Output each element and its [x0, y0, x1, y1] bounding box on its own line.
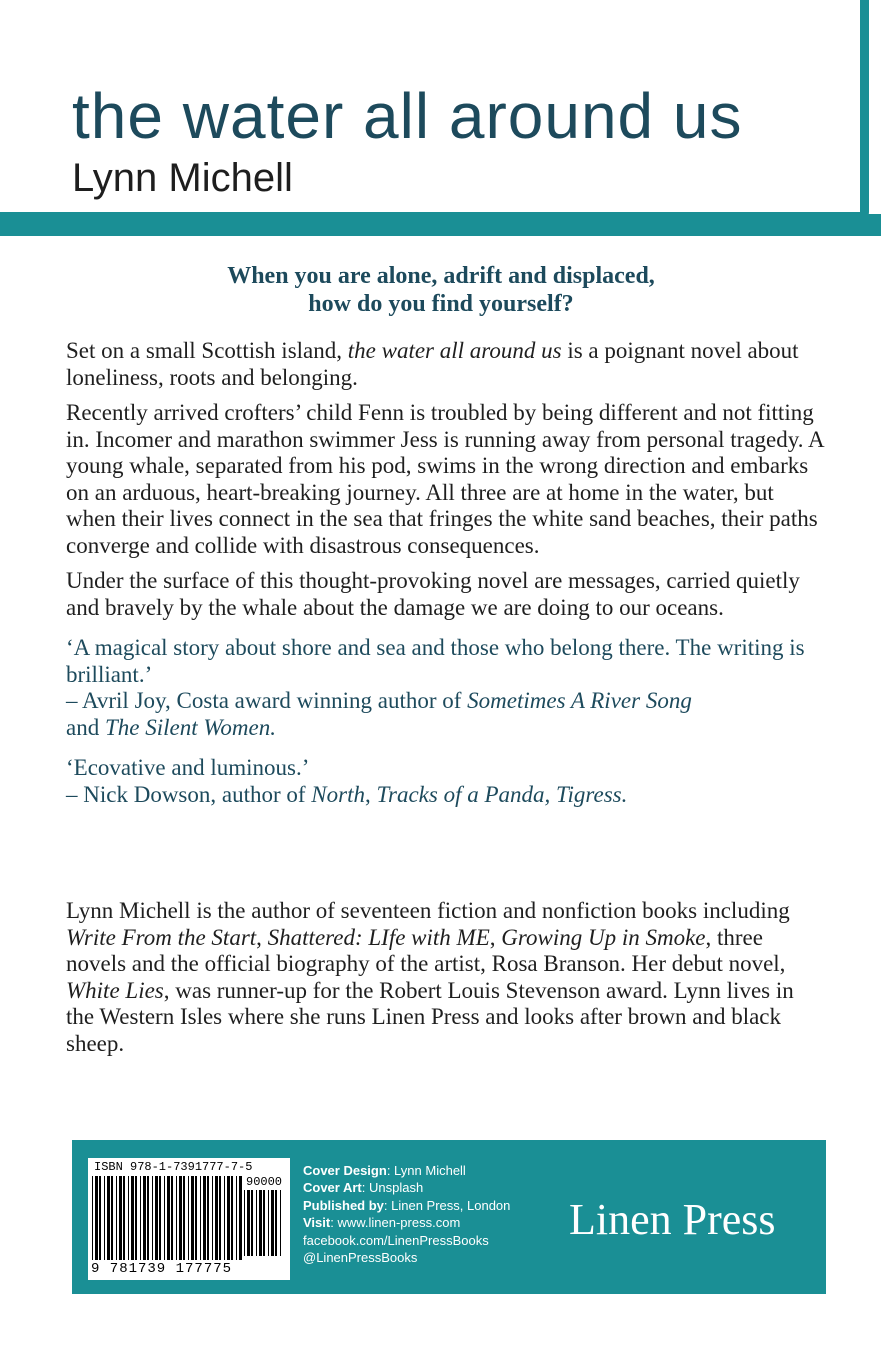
barcode-bar — [275, 1190, 277, 1256]
barcode-bar — [171, 1176, 173, 1260]
credit-cover-art: Cover Art: Unsplash — [303, 1180, 424, 1196]
barcode-bar — [219, 1176, 221, 1260]
barcode-bar — [128, 1176, 129, 1260]
credits — [303, 1162, 510, 1266]
tagline — [66, 262, 816, 318]
barcode-bar — [99, 1176, 101, 1260]
credit-visit: Visit: www.linen-press.com — [303, 1215, 461, 1231]
barcode-bar — [195, 1176, 197, 1260]
barcode-bar — [92, 1176, 93, 1260]
barcode-bar — [167, 1176, 170, 1260]
book-title: the water all around us — [72, 80, 743, 152]
barcode-bar — [104, 1176, 105, 1260]
barcode-bar — [188, 1176, 189, 1260]
barcode-bar — [155, 1176, 158, 1260]
price-code: 90000 — [246, 1175, 283, 1189]
credit-published-by: Published by: Linen Press, London — [303, 1197, 511, 1213]
bio-book-title: Shattered: LIfe with ME — [267, 924, 490, 950]
barcode-bar — [256, 1190, 257, 1256]
barcode-bar — [159, 1176, 161, 1260]
bio-book-title: Growing Up in Smoke — [501, 924, 706, 950]
cover-header — [0, 0, 881, 236]
quote-work: The Silent Women. — [104, 714, 276, 740]
quote-work: North — [311, 781, 365, 807]
barcode-bar — [176, 1176, 177, 1260]
quote-work: Tracks of a Panda, Tigress. — [376, 781, 628, 807]
publisher-logo: Linen Press — [569, 1195, 776, 1244]
barcode-bar — [280, 1190, 281, 1256]
barcode-bar — [244, 1190, 245, 1256]
barcode-bar — [231, 1176, 233, 1260]
barcode-bar — [200, 1176, 201, 1260]
header-band — [0, 214, 881, 236]
barcode-bar — [143, 1176, 146, 1260]
barcode-bar — [152, 1176, 153, 1260]
quote-attribution: – Nick Dowson, author of — [66, 781, 312, 807]
quote-work: Sometimes A River Song — [467, 688, 692, 713]
barcode-bar — [207, 1176, 209, 1260]
barcode-bar — [259, 1190, 262, 1256]
barcode-addon-icon — [244, 1190, 286, 1276]
review-quote-2: ‘Ecovative and luminous.’ – Nick Dowson, author of North, Tracks of a Panda, Tigress. — [66, 755, 628, 807]
barcode-bar — [236, 1176, 237, 1260]
isbn-barcode — [88, 1158, 290, 1280]
barcode-bar — [116, 1176, 117, 1260]
barcode-bar — [215, 1176, 218, 1260]
barcode-bar — [179, 1176, 182, 1260]
barcode-bar — [140, 1176, 141, 1260]
barcode-bar — [164, 1176, 165, 1260]
barcode-bar — [147, 1176, 149, 1260]
barcode-bar — [268, 1190, 269, 1256]
barcode-bar — [111, 1176, 113, 1260]
quote-text: ‘Ecovative and luminous.’ — [66, 755, 310, 780]
credit-handle: @LinenPressBooks — [303, 1250, 418, 1266]
barcode-bar — [123, 1176, 125, 1260]
isbn-label: ISBN 978-1-7391777-7-5 — [94, 1160, 253, 1174]
blurb — [66, 338, 824, 817]
review-quote-1: ‘A magical story about shore and sea and those who belong there. The writing is brilliant.’ – Avril Joy, Costa award winning author of Sometimes A River Song and The Silent Women. — [66, 635, 805, 740]
footer-panel — [72, 1140, 826, 1294]
tagline-line-1: When you are alone, adrift and displaced, — [227, 263, 655, 289]
barcode-bar — [107, 1176, 110, 1260]
barcode-bar — [227, 1176, 230, 1260]
bio-book-title: Write From the Start — [66, 924, 257, 950]
barcode-bar — [191, 1176, 194, 1260]
blurb-book-title: the water all around us — [347, 338, 562, 363]
author-bio: Lynn Michell is the author of seventeen fiction and nonfiction books including Write From the Start, Shattered: LIfe with ME, Growing Up in Smoke, three novels and the official biography of the artist, Rosa Branson. Her debut novel, White Lies, was runner-up for the Robert Louis Stevenson award. Lynn lives in the Western Isles where she runs Linen Press and looks after brown and black sheep. — [66, 898, 794, 1056]
barcode-bar — [224, 1176, 225, 1260]
ean-digits: 9 781739 177775 — [91, 1261, 233, 1277]
blurb-paragraph-1: Set on a small Scottish island, the water all around us is a poignant novel about loneliness, roots and belonging. — [66, 338, 799, 390]
barcode-bar — [263, 1190, 265, 1256]
tagline-line-2: how do you find yourself? — [308, 291, 574, 317]
barcode-bar — [271, 1190, 274, 1256]
barcode-bars-icon — [92, 1176, 242, 1262]
book-author: Lynn Michell — [72, 156, 293, 200]
barcode-bar — [119, 1176, 122, 1260]
barcode-bar — [251, 1190, 253, 1256]
barcode-bar — [247, 1190, 250, 1256]
bio-book-title: White Lies — [66, 977, 164, 1003]
barcode-bar — [131, 1176, 134, 1260]
blurb-paragraph-2: Recently arrived crofters’ child Fenn is troubled by being different and not fitting in. Incomer and marathon swimmer Jess is running away from personal tragedy. A young whale, separated from his pod, swims in the wrong direction and embarks on an arduous, heart-breaking journey. All three are at home in the water, but when their lives connect in the sea that fringes the white sand beaches, their paths converge and collide with disastrous consequences. — [66, 400, 824, 558]
barcode-bar — [183, 1176, 185, 1260]
blurb-paragraph-3: Under the surface of this thought-provoking novel are messages, carried quietly and bravely by the whale about the damage we are doing to our oceans. — [66, 568, 800, 620]
credit-facebook: facebook.com/LinenPressBooks — [303, 1232, 489, 1248]
barcode-bar — [95, 1176, 98, 1260]
barcode-bar — [212, 1176, 213, 1260]
credit-cover-design: Cover Design: Lynn Michell — [303, 1163, 466, 1178]
barcode-bar — [135, 1176, 137, 1260]
quote-attribution: – Avril Joy, Costa award winning author of — [66, 688, 468, 713]
quote-text: ‘A magical story about shore and sea and those who belong there. The writing is brilliant.’ — [66, 635, 805, 687]
barcode-bar — [239, 1176, 242, 1260]
barcode-bar — [203, 1176, 206, 1260]
